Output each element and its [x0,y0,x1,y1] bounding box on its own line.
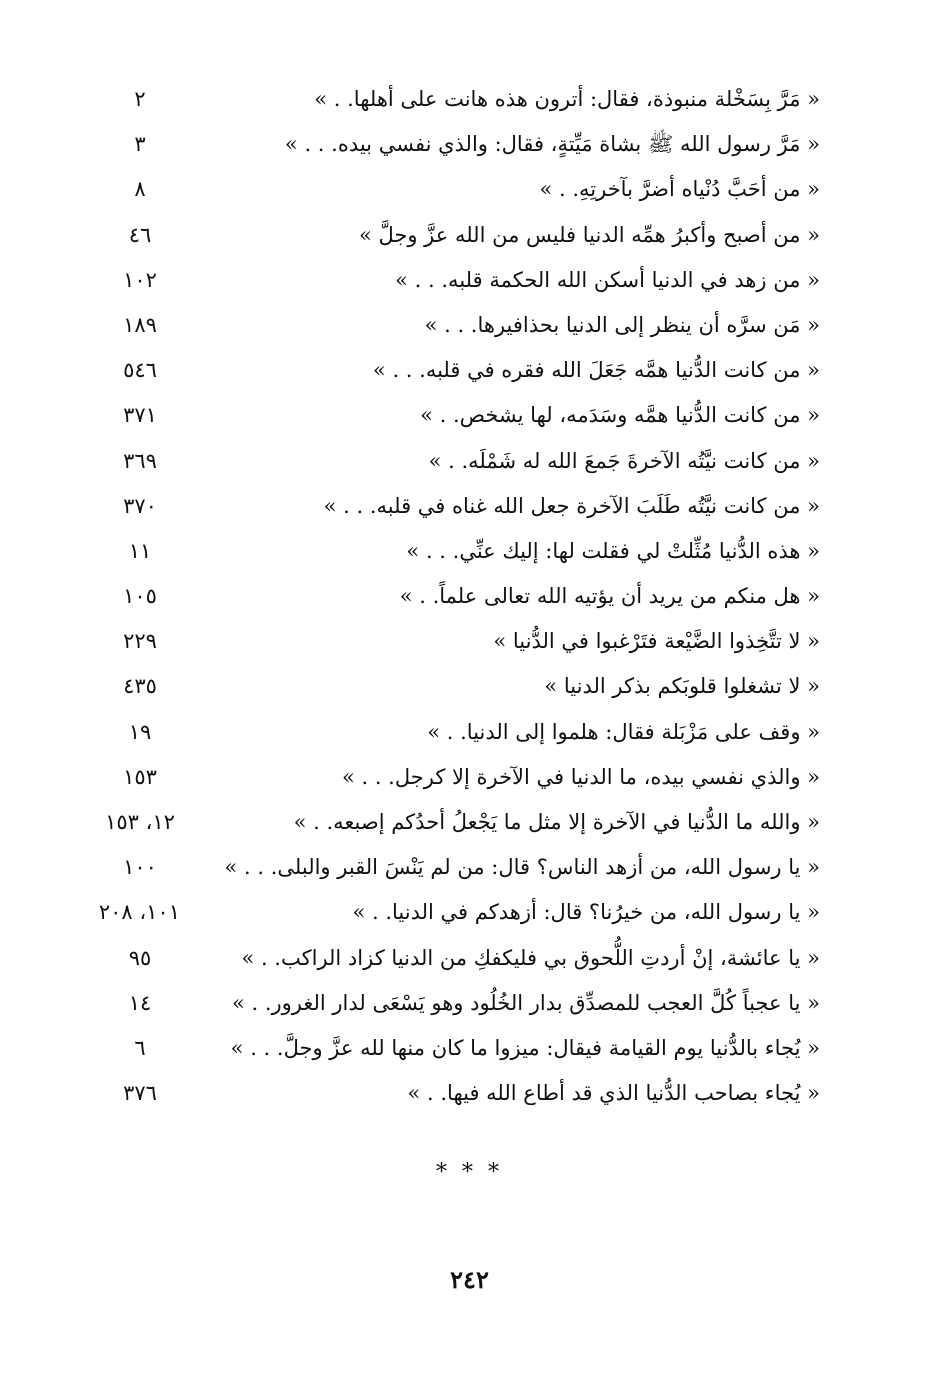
page-reference: ١٩ [128,719,152,744]
hadith-text: « من كانت نيَّتُه طَلَبَ الآخرة جعل الله غناه في قلبه. . . » [323,493,820,518]
index-row [100,575,820,620]
index-row [100,891,820,936]
page-reference: ١٠٠ [123,855,157,880]
page-reference: ١٤ [128,990,152,1015]
hadith-index-list [100,78,820,1117]
hadith-text: « يا عائشة، إنْ أردتِ اللُّحوق بي فليكفكِ من الدنيا كزاد الراكب. . » [241,945,820,970]
page-reference: ٩٥ [128,945,152,970]
page-reference: ٢٢٩ [123,629,157,654]
page-reference: ١٠٥ [123,584,157,609]
page-reference: ١١ [128,538,152,563]
hadith-text: « والذي نفسي بيده، ما الدنيا في الآخرة إلا كرجل. . . » [341,764,820,789]
page-reference: ٥٤٦ [123,358,157,383]
index-row [100,982,820,1027]
page-reference: ٣٧٦ [123,1081,157,1106]
index-row [100,485,820,530]
page-reference: ٤٣٥ [123,674,157,699]
hadith-text: « وقف على مَزْبَلة فقال: هلموا إلى الدنيا. . » [427,719,820,744]
hadith-text: « لا تتَّخِذوا الضَّيْعة فتَرْغبوا في الدُّنيا » [493,629,820,654]
hadith-text: « يُجاء بصاحب الدُّنيا الذي قد أطاع الله فيها. . » [407,1081,820,1106]
page-reference: ١٠١، ٢٠٨ [98,900,180,925]
hadith-text: « من كانت نيَّتُه الآخرةَ جَمعَ الله له شَمْلَه. . » [428,448,820,473]
page-reference: ٦ [134,1035,146,1060]
index-row [100,123,820,168]
index-row [100,168,820,213]
hadith-text: « والله ما الدُّنيا في الآخرة إلا مثل ما يَجْعلُ أحدُكم إصبعه. . » [293,810,820,834]
page-number: ٢٤٢ [450,1265,489,1294]
page-reference: ٣٧١ [123,403,157,428]
index-row [100,1027,820,1072]
page-reference: ٣ [134,132,146,157]
index-row [100,665,820,710]
index-row [100,304,820,349]
hadith-text: « يا رسول الله، من أزهد الناس؟ قال: من لم يَنْسَ القبر والبلى. . . » [224,855,820,880]
index-row [100,846,820,891]
hadith-text: « من أصبح وأكبرُ همِّه الدنيا فليس من الله عزَّ وجلَّ » [358,222,820,247]
hadith-text: « لا تشغلوا قلوبَكم بذكر الدنيا » [544,674,820,699]
index-row [100,440,820,485]
index-row [100,756,820,801]
page-reference: ٨ [134,177,146,202]
index-row [100,349,820,394]
section-separator: * * * [436,1160,503,1185]
hadith-text: « يُجاء بالدُّنيا يوم القيامة فيقال: ميزوا ما كان منها لله عزَّ وجلَّ. . . » [230,1035,820,1060]
index-row [100,394,820,439]
hadith-text: « هذه الدُّنيا مُثِّلتْ لي فقلت لها: إليك عنِّي. . . » [406,538,820,563]
index-row [100,711,820,756]
page-reference: ١٨٩ [123,312,157,337]
page-reference: ١٠٢ [123,267,157,292]
page-reference: ٤٦ [128,222,152,247]
hadith-text: « من كانت الدُّنيا همَّه جَعَلَ الله فقره في قلبه. . . » [372,358,820,383]
hadith-text: « من كانت الدُّنيا همَّه وسَدَمه، لها يشخص. . » [420,403,820,428]
hadith-text: « مَرَّ رسول الله ﷺ بشاة مَيِّتةٍ، فقال: والذي نفسي بيده. . . » [284,132,820,157]
index-row [100,530,820,575]
index-row [100,78,820,123]
index-row [100,214,820,259]
index-row [100,1072,820,1117]
hadith-text: « يا رسول الله، من خيرُنا؟ قال: أزهدكم في الدنيا. . » [352,900,820,925]
page-reference: ١٥٣ [123,764,157,789]
page-reference: ٢ [134,87,146,111]
index-row [100,801,820,846]
hadith-text: « مَن سرَّه أن ينظر إلى الدنيا بحذافيرها. . . » [424,312,820,337]
page-reference: ١٢، ١٥٣ [105,810,175,834]
page-reference: ٣٦٩ [123,448,157,473]
hadith-text: « مَرَّ بِسَخْلة منبوذة، فقال: أترون هذه هانت على أهلها. . » [314,87,820,111]
hadith-text: « هل منكم من يريد أن يؤتيه الله تعالى علماً. . » [399,584,820,609]
hadith-text: « من زهد في الدنيا أسكن الله الحكمة قلبه. . . » [395,267,820,292]
index-row [100,937,820,982]
index-row [100,259,820,304]
hadith-text: « من أحَبَّ دُنْياه أضرَّ بآخرتِهِ. . » [539,177,820,202]
hadith-text: « يا عجباً كُلَّ العجب للمصدِّق بدار الخُلُود وهو يَسْعَى لدار الغرور. . » [231,990,820,1015]
page-reference: ٣٧٠ [123,493,157,518]
index-row [100,620,820,665]
